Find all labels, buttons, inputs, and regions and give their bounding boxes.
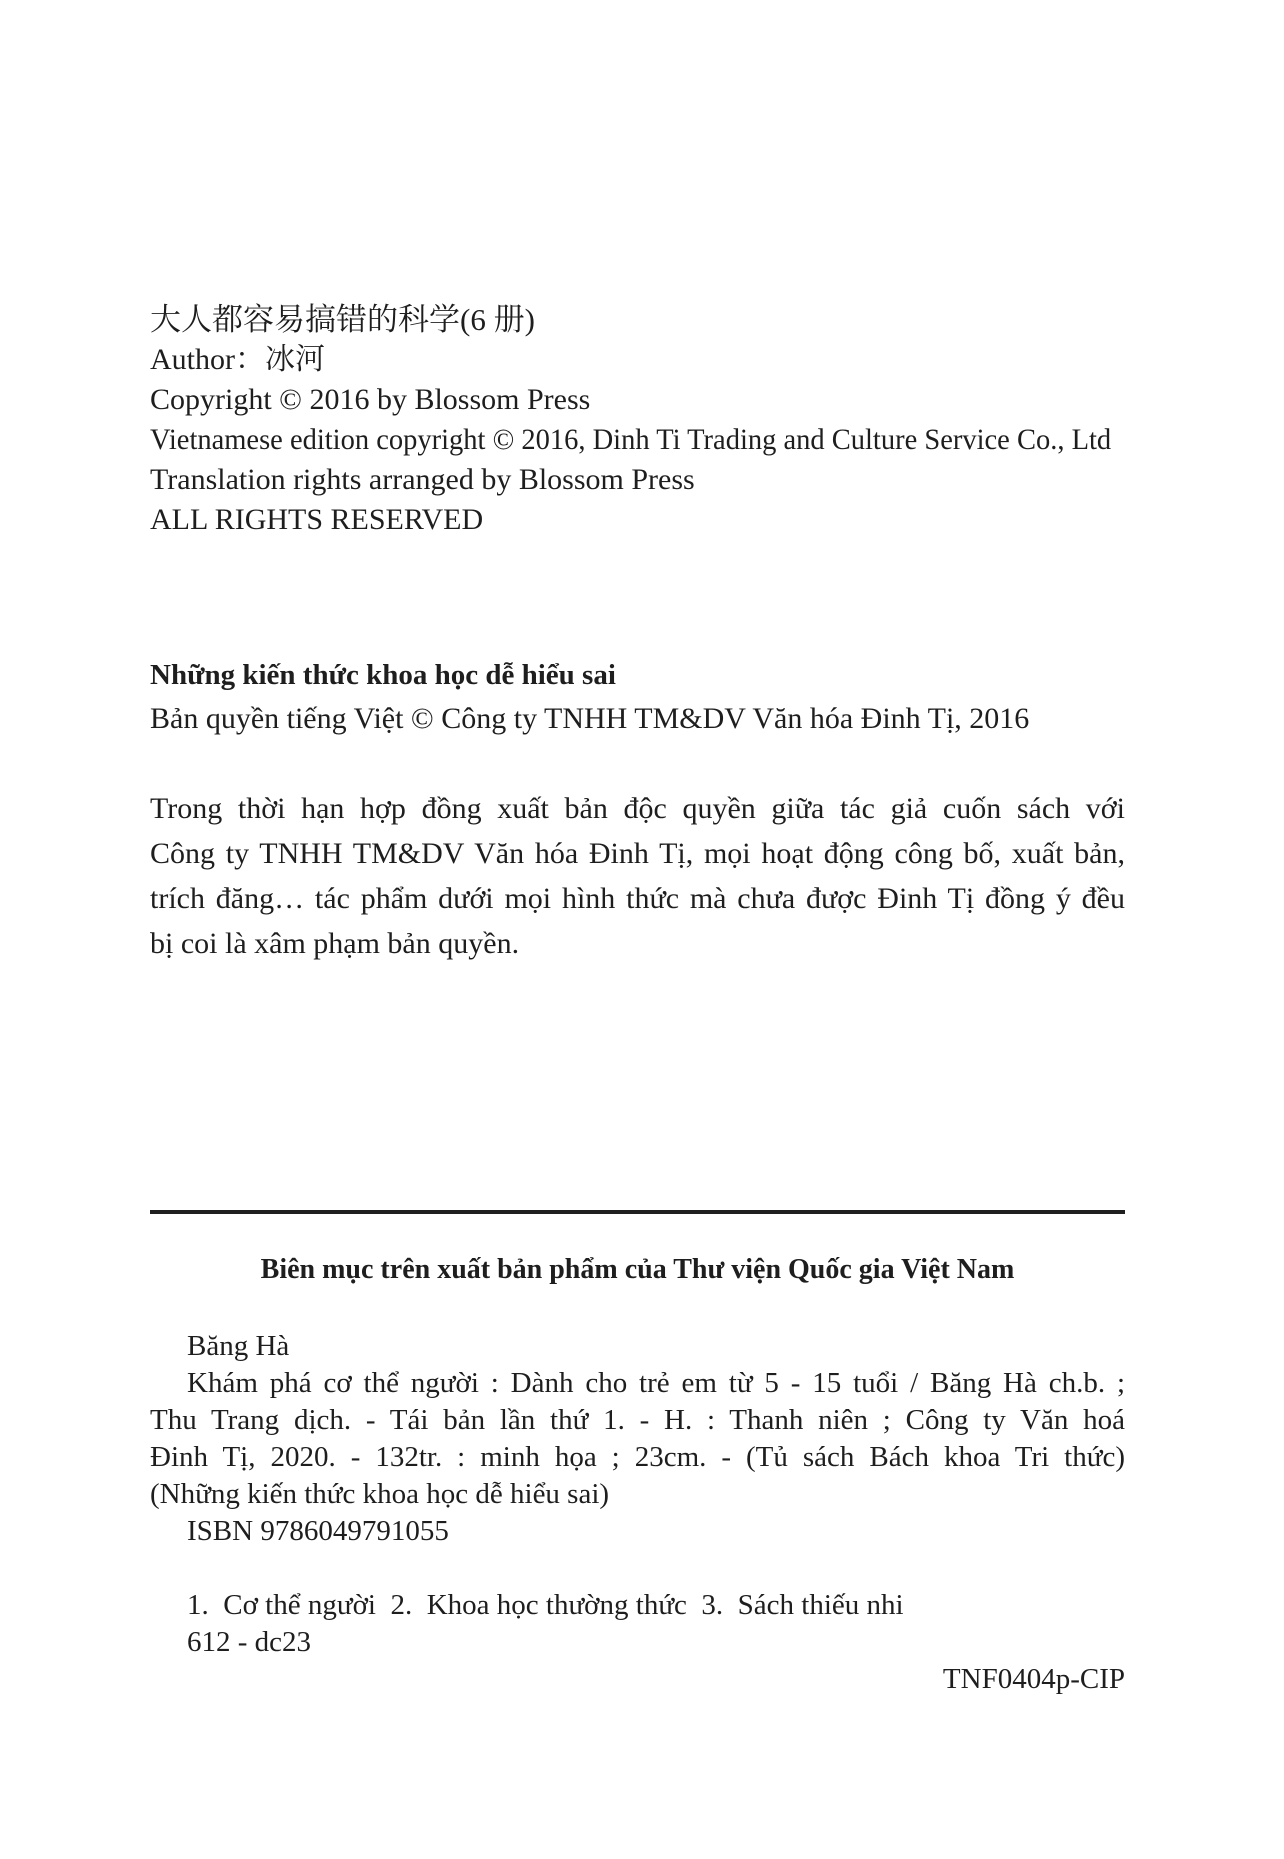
vietnamese-edition-copyright-line: Vietnamese edition copyright © 2016, Dinh Ti Trading and Culture Service Co., Ltd <box>150 423 1112 456</box>
notice-line: trích đăng… tác phẩm dưới mọi hình thức mà chưa được Đinh Tị đồng ý đều <box>150 882 1125 915</box>
notice-line: Công ty TNHH TM&DV Văn hóa Đinh Tị, mọi hoạt động công bố, xuất bản, <box>150 837 1125 870</box>
blank-line <box>150 1550 1125 1587</box>
cip-subjects: 1. Cơ thể người 2. Khoa học thường thức 3. Sách thiếu nhi <box>187 1589 904 1621</box>
exclusivity-notice <box>150 786 1125 966</box>
vietnamese-copyright-line: Bản quyền tiếng Việt © Công ty TNHH TM&DV Văn hóa Đinh Tị, 2016 <box>150 702 1030 735</box>
cip-ddc: 612 - dc23 <box>187 1626 312 1658</box>
original-copyright-line: Copyright © 2016 by Blossom Press <box>150 383 591 416</box>
original-author-line: Author：冰河 <box>150 343 325 376</box>
notice-line: Trong thời hạn hợp đồng xuất bản độc quyền giữa tác giả cuốn sách với <box>150 792 1125 825</box>
original-copyright-block <box>150 300 1125 540</box>
cip-description-line: Khám phá cơ thể người : Dành cho trẻ em từ 5 - 15 tuổi / Băng Hà ch.b. ; <box>187 1367 1125 1399</box>
cip-description <box>150 1365 1125 1513</box>
cip-code: TNF0404p-CIP <box>942 1663 1125 1695</box>
translation-rights-line: Translation rights arranged by Blossom Press <box>150 463 695 496</box>
cip-description-line: Đinh Tị, 2020. - 132tr. : minh họa ; 23cm. - (Tủ sách Bách khoa Tri thức) <box>150 1441 1125 1473</box>
vietnamese-edition-block <box>150 654 1125 740</box>
section-divider <box>150 1210 1125 1214</box>
cip-author: Băng Hà <box>187 1330 290 1362</box>
notice-line: bị coi là xâm phạm bản quyền. <box>150 927 520 960</box>
original-title-chinese: 大人都容易搞错的科学(6 册) <box>150 302 535 337</box>
all-rights-reserved-line: ALL RIGHTS RESERVED <box>150 503 484 536</box>
series-title: Những kiến thức khoa học dễ hiểu sai <box>150 659 616 691</box>
cip-description-line: (Những kiến thức khoa học dễ hiểu sai) <box>150 1478 610 1510</box>
cip-block <box>150 1328 1125 1698</box>
cip-description-line: Thu Trang dịch. - Tái bản lần thứ 1. - H. : Thanh niên ; Công ty Văn hoá <box>150 1404 1125 1436</box>
cip-isbn: ISBN 9786049791055 <box>187 1515 449 1547</box>
cip-heading: Biên mục trên xuất bản phẩm của Thư viện Quốc gia Việt Nam <box>260 1254 1015 1285</box>
